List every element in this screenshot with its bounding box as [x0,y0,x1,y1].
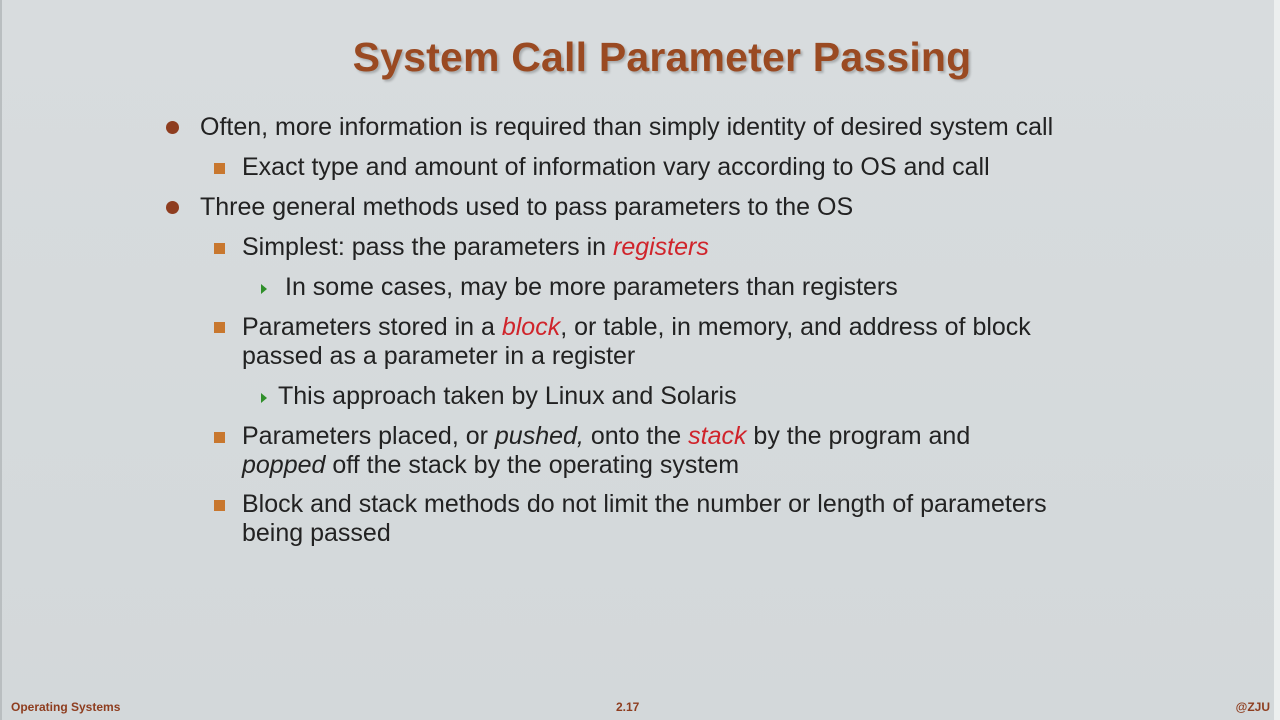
text-segment: Simplest: pass the parameters in [242,233,613,261]
emphasis-stack: stack [688,422,747,450]
text-segment: onto the [583,422,689,450]
emphasis-block: block [501,313,561,341]
bullet-level2-icon [214,163,225,174]
italic-pushed: pushed, [494,422,584,450]
bullet-level2-icon [214,500,225,511]
text-segment: Parameters stored in a [242,313,502,341]
right-edge-strip [1274,0,1280,720]
footer-course-name: Operating Systems [11,700,121,714]
text-segment: off the stack by the operating system [325,451,740,479]
text-segment: , or table, in memory, and address of block [560,313,1031,341]
footer-institution: @ZJU [1235,700,1270,714]
bullet-text-9-cont: being passed [242,519,391,547]
bullet-text-6-cont: passed as a parameter in a register [242,342,636,370]
arrow-bullet-icon [261,393,267,403]
bullet-text-5: In some cases, may be more parameters than registers [285,273,898,301]
bullet-level2-icon [214,432,225,443]
text-segment: by the program and [746,422,971,450]
bullet-text-3: Three general methods used to pass parameters to the OS [200,193,854,221]
bullet-level2-icon [214,243,225,254]
bullet-text-2: Exact type and amount of information vary according to OS and call [242,153,990,181]
text-segment: Parameters placed, or [242,422,495,450]
arrow-bullet-icon [261,284,267,294]
bullet-text-1: Often, more information is required than simply identity of desired system call [200,113,1054,141]
bullet-text-7: This approach taken by Linux and Solaris [278,382,737,410]
slide-title: System Call Parameter Passing [352,34,972,80]
italic-popped: popped [242,451,326,479]
bullet-level1-icon [166,121,179,134]
bullet-level1-icon [166,201,179,214]
left-edge-divider [0,0,2,720]
bullet-text-8-cont [242,451,739,480]
bullet-level2-icon [214,322,225,333]
bullet-text-6 [242,313,1031,342]
bullet-text-8 [242,422,970,451]
bullet-text-4 [242,233,709,262]
bullet-text-9: Block and stack methods do not limit the number or length of parameters [242,490,1047,518]
footer-page-number: 2.17 [616,700,640,714]
emphasis-registers: registers [613,233,709,261]
